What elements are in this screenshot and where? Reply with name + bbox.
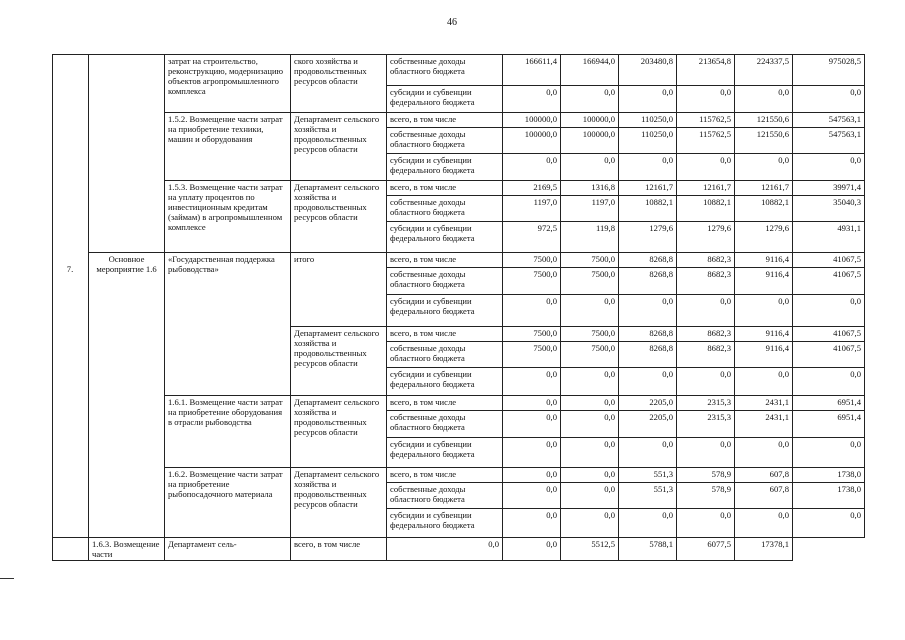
value-cell: 7500,0: [503, 253, 561, 268]
value-cell: 972,5: [503, 222, 561, 253]
value-cell: 213654,8: [677, 55, 735, 86]
value-cell: 8682,3: [677, 268, 735, 295]
value-cell: 100000,0: [503, 113, 561, 128]
value-cell: 578,9: [677, 483, 735, 509]
value-cell: 39971,4: [793, 181, 865, 196]
value-cell: 0,0: [561, 468, 619, 483]
value-cell: 8268,8: [619, 342, 677, 368]
table-row: [53, 538, 865, 561]
source-cell: субсидии и субвенции федерального бюджета: [387, 368, 503, 396]
value-cell: 0,0: [677, 509, 735, 538]
measure-cell: 1.6.1. Возмещение части затрат на приобретение оборудования в отрасли рыбоводства: [165, 396, 291, 468]
value-cell: 5512,5: [561, 538, 619, 561]
value-cell: 12161,7: [735, 181, 793, 196]
value-cell: 41067,5: [793, 327, 865, 342]
value-cell: 551,3: [619, 468, 677, 483]
value-cell: 17378,1: [735, 538, 793, 561]
value-cell: 1279,6: [735, 222, 793, 253]
value-cell: 0,0: [619, 509, 677, 538]
source-cell: собственные доходы областного бюджета: [387, 128, 503, 154]
value-cell: 7500,0: [503, 327, 561, 342]
table-row: [53, 468, 865, 483]
value-cell: 0,0: [561, 509, 619, 538]
value-cell: 8682,3: [677, 253, 735, 268]
value-cell: 0,0: [503, 483, 561, 509]
value-cell: 975028,5: [793, 55, 865, 86]
value-cell: 0,0: [677, 86, 735, 113]
table-row: [53, 253, 865, 268]
value-cell: 0,0: [793, 368, 865, 396]
value-cell: 0,0: [561, 368, 619, 396]
value-cell: 0,0: [387, 538, 503, 561]
source-cell: собственные доходы областного бюджета: [387, 268, 503, 295]
source-cell: собственные доходы областного бюджета: [387, 196, 503, 222]
value-cell: 115762,5: [677, 128, 735, 154]
value-cell: 0,0: [619, 86, 677, 113]
value-cell: 203480,8: [619, 55, 677, 86]
value-cell: 2315,3: [677, 411, 735, 438]
source-cell: субсидии и субвенции федерального бюджета: [387, 86, 503, 113]
value-cell: 0,0: [793, 509, 865, 538]
value-cell: 8268,8: [619, 268, 677, 295]
value-cell: 0,0: [503, 411, 561, 438]
value-cell: 115762,5: [677, 113, 735, 128]
source-cell: всего, в том числе: [387, 468, 503, 483]
value-cell: 9116,4: [735, 253, 793, 268]
value-cell: 547563,1: [793, 128, 865, 154]
responsible-cell: ского хозяйства и продовольственных ресурсов области: [291, 55, 387, 113]
table-row: [53, 181, 865, 196]
value-cell: 7500,0: [561, 327, 619, 342]
value-cell: 41067,5: [793, 253, 865, 268]
value-cell: 0,0: [735, 154, 793, 181]
value-cell: 1279,6: [619, 222, 677, 253]
table-row: [53, 396, 865, 411]
value-cell: 0,0: [503, 509, 561, 538]
value-cell: 0,0: [561, 154, 619, 181]
measure-cell: «Государственная поддержка рыбоводства»: [165, 253, 291, 396]
value-cell: 41067,5: [793, 342, 865, 368]
source-cell: субсидии и субвенции федерального бюджета: [387, 222, 503, 253]
margin-mark: [0, 578, 14, 579]
value-cell: 2315,3: [677, 396, 735, 411]
page-number: 46: [447, 17, 457, 28]
value-cell: 6951,4: [793, 396, 865, 411]
main-measure-cell: Основное мероприятие 1.6: [89, 253, 165, 538]
value-cell: 0,0: [677, 368, 735, 396]
value-cell: 551,3: [619, 483, 677, 509]
value-cell: 166944,0: [561, 55, 619, 86]
row-number-cell: [53, 55, 89, 538]
value-cell: 0,0: [793, 295, 865, 327]
value-cell: 0,0: [735, 295, 793, 327]
value-cell: 5788,1: [619, 538, 677, 561]
measure-cell: затрат на строительство, реконструкцию, модернизацию объектов агропромышленного комплекса: [165, 55, 291, 113]
value-cell: 1738,0: [793, 468, 865, 483]
value-cell: 12161,7: [677, 181, 735, 196]
value-cell: 2431,1: [735, 396, 793, 411]
source-cell: всего, в том числе: [387, 396, 503, 411]
value-cell: 4931,1: [793, 222, 865, 253]
value-cell: 0,0: [793, 86, 865, 113]
value-cell: 41067,5: [793, 268, 865, 295]
table-row: [53, 113, 865, 128]
value-cell: 7500,0: [561, 268, 619, 295]
value-cell: 578,9: [677, 468, 735, 483]
value-cell: 1738,0: [793, 483, 865, 509]
source-cell: собственные доходы областного бюджета: [387, 55, 503, 86]
value-cell: 224337,5: [735, 55, 793, 86]
value-cell: 12161,7: [619, 181, 677, 196]
value-cell: 6951,4: [793, 411, 865, 438]
main-measure-cell: [89, 55, 165, 253]
source-cell: собственные доходы областного бюджета: [387, 342, 503, 368]
value-cell: 0,0: [677, 438, 735, 468]
value-cell: 7500,0: [561, 342, 619, 368]
source-cell: всего, в том числе: [387, 181, 503, 196]
value-cell: 2431,1: [735, 411, 793, 438]
value-cell: 121550,6: [735, 113, 793, 128]
value-cell: 0,0: [561, 396, 619, 411]
measure-cell: 1.5.3. Возмещение части затрат на уплату процентов по инвестиционным кредитам (займам) в агропромышленном комплексе: [165, 181, 291, 253]
value-cell: 0,0: [793, 438, 865, 468]
row-number-label: 7.: [66, 264, 74, 274]
source-cell: собственные доходы областного бюджета: [387, 483, 503, 509]
value-cell: 2205,0: [619, 411, 677, 438]
value-cell: 10882,1: [677, 196, 735, 222]
value-cell: 0,0: [503, 368, 561, 396]
value-cell: 35040,3: [793, 196, 865, 222]
value-cell: 607,8: [735, 483, 793, 509]
value-cell: 9116,4: [735, 342, 793, 368]
value-cell: 0,0: [561, 411, 619, 438]
value-cell: 6077,5: [677, 538, 735, 561]
value-cell: 0,0: [503, 154, 561, 181]
row-number-cell: [53, 538, 89, 561]
source-cell: всего, в том числе: [387, 253, 503, 268]
responsible-cell: Департамент сельского хозяйства и продовольственных ресурсов области: [291, 113, 387, 181]
source-cell: субсидии и субвенции федерального бюджета: [387, 295, 503, 327]
source-cell: собственные доходы областного бюджета: [387, 411, 503, 438]
value-cell: 7500,0: [503, 342, 561, 368]
value-cell: 547563,1: [793, 113, 865, 128]
value-cell: 8682,3: [677, 327, 735, 342]
table-row: [53, 55, 865, 86]
value-cell: 8268,8: [619, 327, 677, 342]
value-cell: 2205,0: [619, 396, 677, 411]
measure-cell: 1.6.3. Возмещение части: [89, 538, 165, 561]
source-cell: субсидии и субвенции федерального бюджета: [387, 438, 503, 468]
value-cell: 0,0: [793, 154, 865, 181]
source-cell: всего, в том числе: [291, 538, 387, 561]
value-cell: 121550,6: [735, 128, 793, 154]
value-cell: 10882,1: [619, 196, 677, 222]
value-cell: 607,8: [735, 468, 793, 483]
value-cell: 0,0: [735, 509, 793, 538]
responsible-cell: Департамент сельского хозяйства и продовольственных ресурсов области: [291, 468, 387, 538]
responsible-cell: итого: [291, 253, 387, 327]
value-cell: 0,0: [619, 368, 677, 396]
responsible-cell: Департамент сельского хозяйства и продовольственных ресурсов области: [291, 327, 387, 396]
value-cell: 0,0: [735, 368, 793, 396]
value-cell: 0,0: [503, 396, 561, 411]
source-cell: всего, в том числе: [387, 113, 503, 128]
value-cell: 1279,6: [677, 222, 735, 253]
value-cell: 0,0: [503, 295, 561, 327]
value-cell: 0,0: [561, 86, 619, 113]
responsible-cell: Департамент сельского хозяйства и продовольственных ресурсов области: [291, 181, 387, 253]
value-cell: 100000,0: [503, 128, 561, 154]
value-cell: 100000,0: [561, 128, 619, 154]
value-cell: 0,0: [561, 483, 619, 509]
value-cell: 0,0: [503, 86, 561, 113]
value-cell: 0,0: [503, 538, 561, 561]
measure-cell: 1.6.2. Возмещение части затрат на приобретение рыбопосадочного материала: [165, 468, 291, 538]
value-cell: 0,0: [677, 154, 735, 181]
value-cell: 119,8: [561, 222, 619, 253]
value-cell: 7500,0: [561, 253, 619, 268]
value-cell: 9116,4: [735, 268, 793, 295]
source-cell: всего, в том числе: [387, 327, 503, 342]
value-cell: 8268,8: [619, 253, 677, 268]
value-cell: 2169,5: [503, 181, 561, 196]
value-cell: 166611,4: [503, 55, 561, 86]
value-cell: 0,0: [619, 154, 677, 181]
value-cell: 0,0: [735, 86, 793, 113]
value-cell: 0,0: [503, 468, 561, 483]
value-cell: 110250,0: [619, 113, 677, 128]
value-cell: 0,0: [561, 295, 619, 327]
source-cell: субсидии и субвенции федерального бюджета: [387, 509, 503, 538]
value-cell: 1197,0: [561, 196, 619, 222]
value-cell: 1316,8: [561, 181, 619, 196]
value-cell: 9116,4: [735, 327, 793, 342]
responsible-cell: Департамент сельского хозяйства и продовольственных ресурсов области: [291, 396, 387, 468]
value-cell: 0,0: [677, 295, 735, 327]
value-cell: 10882,1: [735, 196, 793, 222]
value-cell: 0,0: [619, 438, 677, 468]
value-cell: 100000,0: [561, 113, 619, 128]
value-cell: 0,0: [619, 295, 677, 327]
value-cell: 0,0: [503, 438, 561, 468]
value-cell: 0,0: [735, 438, 793, 468]
measure-cell: 1.5.2. Возмещение части затрат на приобретение техники, машин и оборудования: [165, 113, 291, 181]
budget-table: [52, 54, 865, 561]
responsible-cell: Департамент сель-: [165, 538, 291, 561]
value-cell: 7500,0: [503, 268, 561, 295]
value-cell: 8682,3: [677, 342, 735, 368]
value-cell: 1197,0: [503, 196, 561, 222]
value-cell: 0,0: [561, 438, 619, 468]
value-cell: 110250,0: [619, 128, 677, 154]
source-cell: субсидии и субвенции федерального бюджета: [387, 154, 503, 181]
